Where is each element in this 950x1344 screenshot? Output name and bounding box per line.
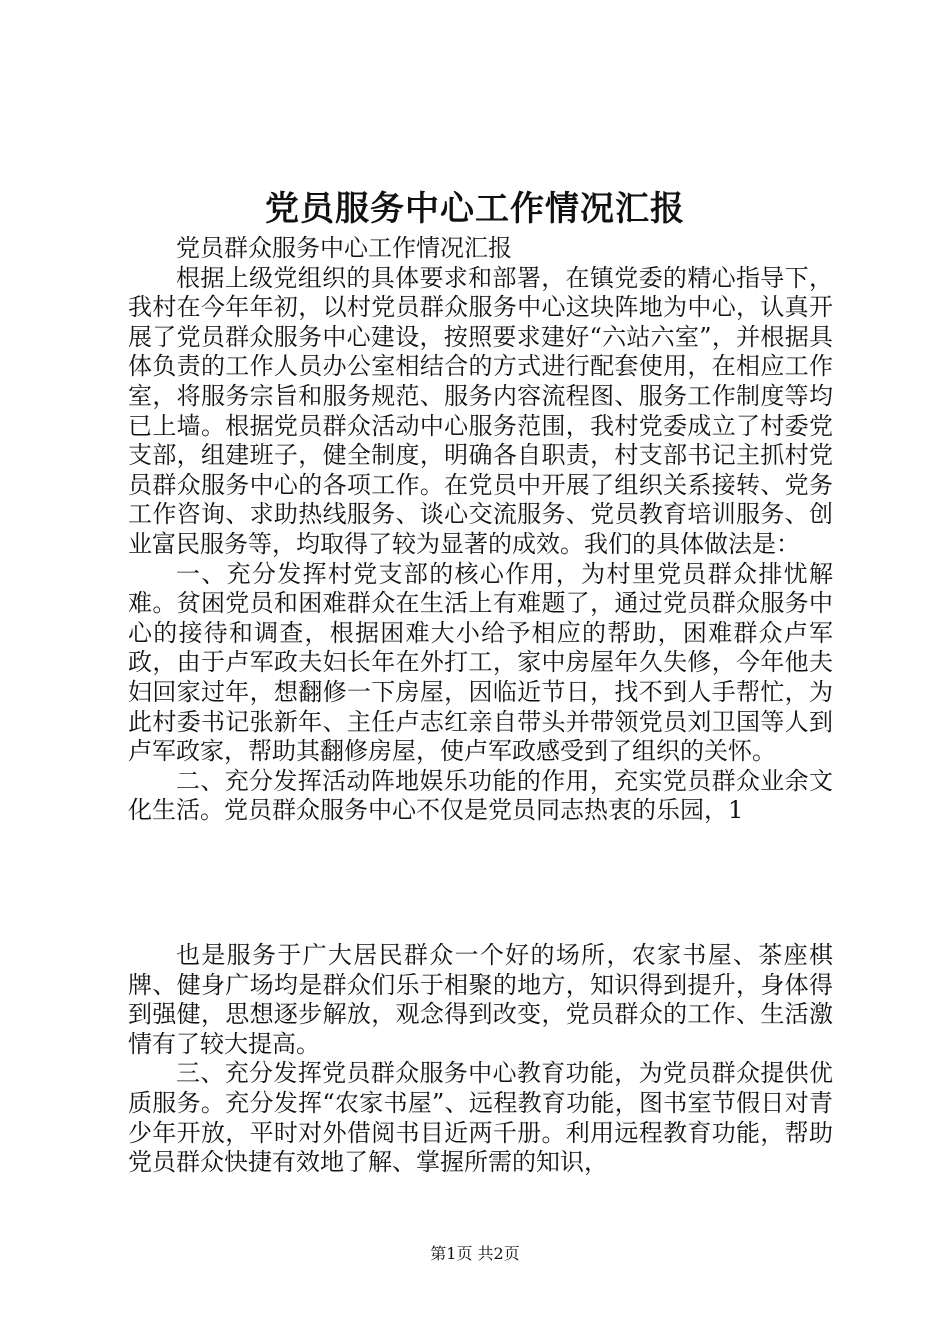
section-two-paragraph-start: 二、充分发挥活动阵地娱乐功能的作用，充实党员群众业余文化生活。党员群众服务中心不仅是党员同志热衷的乐园，1 [128,766,833,825]
page-1-content [128,234,833,826]
subtitle-paragraph: 党员群众服务中心工作情况汇报 [176,234,512,262]
section-one-paragraph: 一、充分发挥村党支部的核心作用，为村里党员群众排忧解难。贫困党员和困难群众在生活上有难题了，通过党员群众服务中心的接待和调查，根据困难大小给予相应的帮助，困难群众卢军政，由于卢军政夫妇长年在外打工，家中房屋年久失修，今年他夫妇回家过年，想翻修一下房屋，因临近节日，找不到人手帮忙，为此村委书记张新年、主任卢志红亲自带头并带领党员刘卫国等人到卢军政家，帮助其翻修房屋，使卢军政感受到了组织的关怀。 [128,559,833,766]
section-three-paragraph: 三、充分发挥党员群众服务中心教育功能，为党员群众提供优质服务。充分发挥“农家书屋”、远程教育功能，图书室节假日对青少年开放，平时对外借阅书目近两千册。利用远程教育功能，帮助党员群众快捷有效地了解、掌握所需的知识， [128,1059,833,1177]
section-two-paragraph-continued: 也是服务于广大居民群众一个好的场所，农家书屋、茶座棋牌、健身广场均是群众们乐于相聚的地方，知识得到提升，身体得到强健，思想逐步解放，观念得到改变，党员群众的工作、生活激情有了较大提高。 [128,941,833,1058]
page-2-content [128,941,833,1178]
document-title: 党员服务中心工作情况汇报 [265,189,685,229]
intro-paragraph: 根据上级党组织的具体要求和部署，在镇党委的精心指导下，我村在今年年初，以村党员群众服务中心这块阵地为中心，认真开展了党员群众服务中心建设，按照要求建好“六站六室”，并根据具体负责的工作人员办公室相结合的方式进行配套使用，在相应工作室，将服务宗旨和服务规范、服务内容流程图、服务工作制度等均已上墙。根据党员群众活动中心服务范围，我村党委成立了村委党支部，组建班子，健全制度，明确各自职责，村支部书记主抓村党员群众服务中心的各项工作。在党员中开展了组织关系接转、党务工作咨询、求助热线服务、谈心交流服务、党员教育培训服务、创业富民服务等，均取得了较为显著的成效。我们的具体做法是： [128,263,833,558]
page-number-footer: 第1页 共2页 [430,1244,520,1263]
